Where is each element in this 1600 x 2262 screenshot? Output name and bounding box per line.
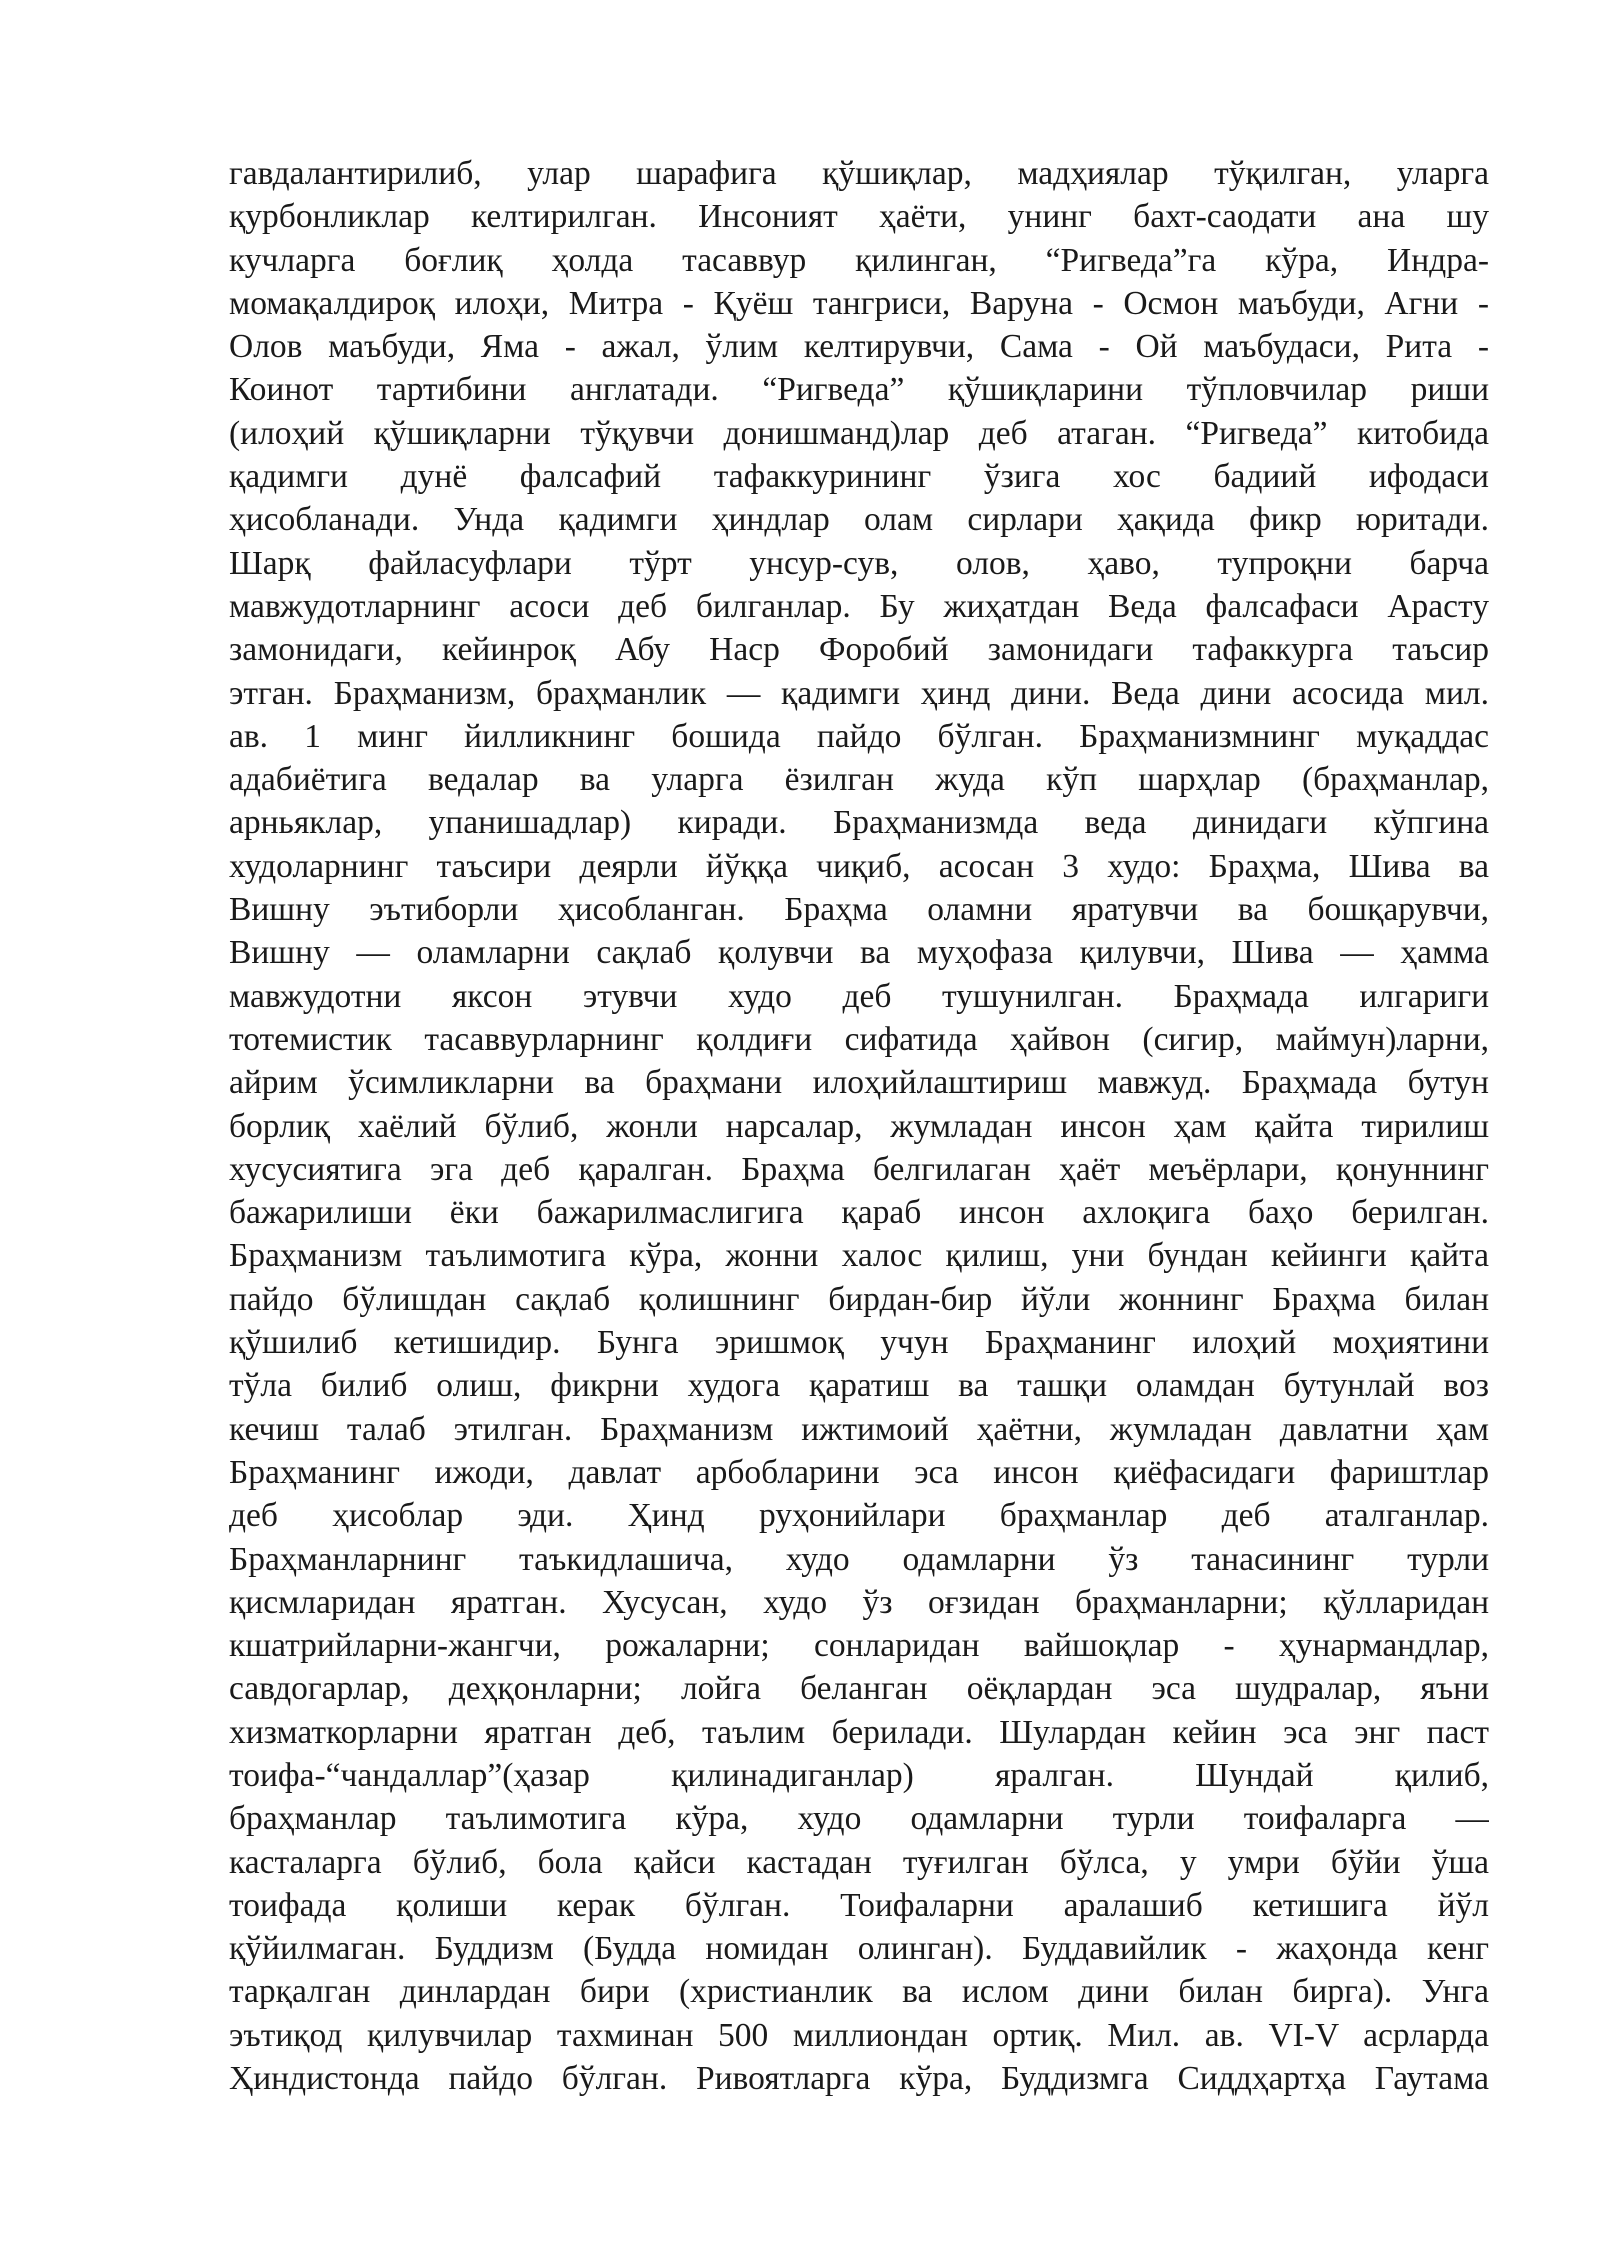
- text-line: Ҳиндистонда пайдо бўлган. Ривоятларга кўра, Буддизмга Сиддҳартҳа Гаутама: [229, 2060, 1489, 2098]
- text-line: Олов маъбуди, Яма - ажал, ўлим келтирувчи, Сама - Ой маъбудаси, Рита -: [229, 328, 1489, 366]
- text-line: (илоҳий қўшиқларни тўқувчи донишманд)лар деб атаган. “Ригведа” китобида: [229, 414, 1489, 452]
- text-line: Браҳманизм таълимотига кўра, жонни халос қилиш, уни бундан кейинги қайта: [229, 1237, 1489, 1275]
- text-line: кучларга боғлиқ ҳолда тасаввур қилинган, “Ригведа”га кўра, Индра-: [229, 241, 1489, 279]
- text-line: Шарқ файласуфлари тўрт унсур-сув, олов, ҳаво, тупроқни барча: [229, 544, 1489, 582]
- text-line: Браҳманларнинг таъкидлашича, худо одамларни ўз танасининг турли: [229, 1540, 1489, 1578]
- text-line: арньяклар, упанишадлар) киради. Браҳманизмда веда динидаги кўпгина: [229, 804, 1489, 842]
- body-paragraph: [229, 152, 1489, 2100]
- text-line: деб ҳисоблар эди. Ҳинд руҳонийлари браҳманлар деб аталганлар.: [229, 1497, 1489, 1535]
- text-line: мавжудотларнинг асоси деб билганлар. Бу жиҳатдан Веда фалсафаси Арасту: [229, 587, 1489, 625]
- text-line: қадимги дунё фалсафий тафаккурининг ўзига хос бадиий ифодаси: [229, 458, 1489, 496]
- text-line: борлиқ хаёлий бўлиб, жонли нарсалар, жумладан инсон ҳам қайта тирилиш: [229, 1107, 1489, 1145]
- text-line: Коинот тартибини англатади. “Ригведа” қўшиқларини тўпловчилар риши: [229, 371, 1489, 409]
- text-line: мавжудотни яксон этувчи худо деб тушунилган. Браҳмада илгариги: [229, 977, 1489, 1015]
- text-line: ав. 1 минг йилликнинг бошида пайдо бўлган. Браҳманизмнинг муқаддас: [229, 717, 1489, 755]
- text-line: қурбонликлар келтирилган. Инсоният ҳаёти, унинг бахт-саодати ана шу: [229, 198, 1489, 236]
- text-line: тотемистик тасаввурларнинг қолдиғи сифатида ҳайвон (сигир, маймун)ларни,: [229, 1020, 1489, 1058]
- text-line: қўшилиб кетишидир. Бунга эришмоқ учун Браҳманинг илоҳий моҳиятини: [229, 1324, 1489, 1362]
- text-line: этган. Браҳманизм, браҳманлик — қадимги ҳинд дини. Веда дини асосида мил.: [229, 674, 1489, 712]
- text-line: кшатрийларни-жангчи, рожаларни; сонларидан вайшоқлар - ҳунармандлар,: [229, 1627, 1489, 1665]
- text-line: қўйилмаган. Буддизм (Будда номидан олинган). Буддавийлик - жаҳонда кенг: [229, 1930, 1489, 1968]
- text-line: бажарилиши ёки бажарилмаслигига қараб инсон ахлоқига баҳо берилган.: [229, 1194, 1489, 1232]
- text-line: худоларнинг таъсири деярли йўққа чиқиб, асосан 3 худо: Браҳма, Шива ва: [229, 847, 1489, 885]
- text-line: браҳманлар таълимотига кўра, худо одамларни турли тоифаларга —: [229, 1800, 1489, 1838]
- text-line: тўла билиб олиш, фикрни худога қаратиш ва ташқи оламдан бутунлай воз: [229, 1367, 1489, 1405]
- text-line: қисмларидан яратган. Хусусан, худо ўз оғзидан браҳманларни; қўлларидан: [229, 1583, 1489, 1621]
- text-line: тоифада қолиши керак бўлган. Тоифаларни аралашиб кетишига йўл: [229, 1886, 1489, 1924]
- text-line: хусусиятига эга деб қаралган. Браҳма белгилаган ҳаёт меъёрлари, қонуннинг: [229, 1150, 1489, 1188]
- text-line: эътиқод қилувчилар тахминан 500 миллиондан ортиқ. Мил. ав. VI-V асрларда: [229, 2016, 1489, 2054]
- text-line: момақалдироқ илоҳи, Митра - Қуёш тангриси, Варуна - Осмон маъбуди, Агни -: [229, 284, 1489, 322]
- text-line: хизматкорларни яратган деб, таълим берилади. Шулардан кейин эса энг паст: [229, 1713, 1489, 1751]
- text-line: айрим ўсимликларни ва браҳмани илоҳийлаштириш мавжуд. Браҳмада бутун: [229, 1064, 1489, 1102]
- text-line: савдогарлар, деҳқонларни; лойга беланган оёқлардан эса шудралар, яъни: [229, 1670, 1489, 1708]
- text-line: тоифа-“чандаллар”(ҳазар қилинадиганлар) яралган. Шундай қилиб,: [229, 1756, 1489, 1794]
- text-line: адабиётига ведалар ва уларга ёзилган жуда кўп шарҳлар (браҳманлар,: [229, 761, 1489, 799]
- text-line: Вишну эътиборли ҳисобланган. Браҳма оламни яратувчи ва бошқарувчи,: [229, 891, 1489, 929]
- text-line: гавдалантирилиб, улар шарафига қўшиқлар, мадҳиялар тўқилган, уларга: [229, 155, 1489, 192]
- text-line: ҳисобланади. Унда қадимги ҳиндлар олам сирлари ҳақида фикр юритади.: [229, 501, 1489, 539]
- document-page: [229, 152, 1489, 2100]
- text-line: кечиш талаб этилган. Браҳманизм ижтимоий ҳаётни, жумладан давлатни ҳам: [229, 1410, 1489, 1448]
- text-line: касталарга бўлиб, бола қайси кастадан туғилган бўлса, у умри бўйи ўша: [229, 1843, 1489, 1881]
- text-line: тарқалган динлардан бири (христианлик ва ислом дини билан бирга). Унга: [229, 1973, 1489, 2011]
- text-line: пайдо бўлишдан сақлаб қолишнинг бирдан-бир йўли жоннинг Браҳма билан: [229, 1280, 1489, 1318]
- text-line: замонидаги, кейинроқ Абу Наср Форобий замонидаги тафаккурга таъсир: [229, 631, 1489, 669]
- text-line: Вишну — оламларни сақлаб қолувчи ва муҳофаза қилувчи, Шива — ҳамма: [229, 934, 1489, 972]
- text-line: Браҳманинг ижоди, давлат арбобларини эса инсон қиёфасидаги фариштлар: [229, 1453, 1489, 1491]
